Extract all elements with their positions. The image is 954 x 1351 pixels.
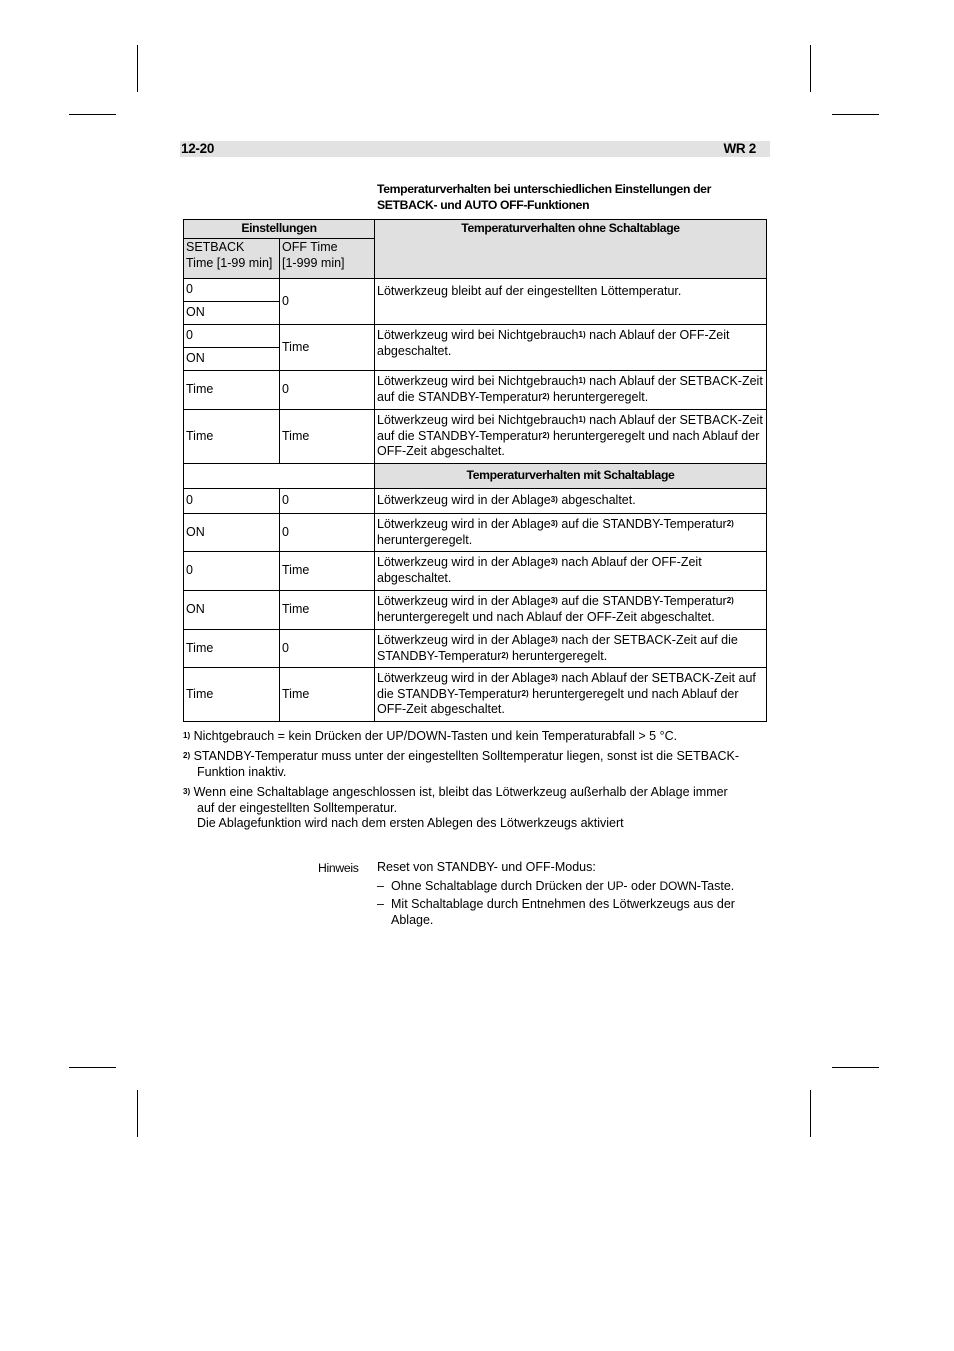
cell-description (375, 371, 767, 410)
desc-text: auf die STANDBY-Temperatur (557, 594, 727, 608)
cell-off: Time (280, 591, 375, 630)
desc-text: nach Ablauf der OFF-Zeit abgeschaltet. (377, 328, 730, 358)
footnote-ref: 3) (550, 673, 558, 682)
desc-text: Lötwerkzeug wird in der Ablage (377, 493, 551, 508)
cell-off: Time (280, 668, 375, 722)
desc-text: heruntergeregelt. (377, 532, 473, 547)
footnote-ref: 2) (501, 650, 509, 660)
cell-setback: Time (184, 410, 280, 464)
crop-mark-bottom-left-vertical (137, 1090, 138, 1137)
page-header (180, 141, 770, 157)
column-header-off-time (280, 239, 375, 279)
desc-text: auf die STANDBY-Temperatur (557, 517, 727, 531)
desc-text: Lötwerkzeug wird bei Nichtgebrauch (377, 413, 579, 427)
cell-off: Time (280, 325, 375, 371)
desc-text: Lötwerkzeug wird bei Nichtgebrauch (377, 328, 579, 342)
desc-text: Lötwerkzeug wird in der Ablage (377, 555, 551, 569)
desc-text: Lötwerkzeug wird in der Ablage (377, 594, 551, 608)
footnote-ref: 1) (578, 376, 586, 385)
footnote-ref: 1) (578, 415, 586, 424)
footnote-text: Wenn eine Schaltablage angeschlossen ist, bleibt das Lötwerkzeug außerhalb der Ablage immer (190, 785, 728, 799)
desc-text: heruntergeregelt. (549, 389, 649, 404)
footnote-ref: 2) (726, 519, 734, 528)
crop-mark-bottom-right-horizontal (832, 1067, 879, 1068)
cell-off: Time (280, 552, 375, 591)
cell-off: 0 (280, 489, 375, 514)
down-key-label: DOWN (659, 878, 697, 893)
footnote-mark: 3) (183, 787, 191, 796)
column-header-off-line-2: [1-999 min] (282, 255, 345, 270)
footnote-text: Nichtgebrauch = kein Drücken der UP/DOWN-Tasten und kein Temperaturabfall > 5 °C. (190, 729, 678, 743)
footnote-ref: 3) (550, 557, 558, 566)
footnote-ref: 1) (578, 330, 586, 339)
desc-text: Lötwerkzeug wird in der Ablage (377, 633, 551, 647)
desc-text: heruntergeregelt und nach Ablauf der OFF-Zeit abgeschaltet. (377, 686, 739, 716)
cell-description (375, 325, 767, 371)
desc-text: heruntergeregelt. (508, 648, 608, 663)
cell-off: 0 (280, 279, 375, 325)
cell-setback: ON (184, 348, 280, 371)
cell-off: 0 (280, 630, 375, 668)
footnote-text: STANDBY-Temperatur muss unter der eingestellten Solltemperatur liegen, sonst ist die SETBACK- (190, 749, 739, 763)
cell-setback: 0 (184, 489, 280, 514)
cell-setback: ON (184, 591, 280, 630)
dash-bullet: – (377, 897, 384, 911)
footnote-3 (183, 785, 773, 832)
note-text: - oder (623, 878, 660, 893)
footnote-mark: 1) (183, 731, 191, 740)
note-body (377, 860, 767, 928)
table-title-line-2: SETBACK- und AUTO OFF-Funktionen (377, 197, 590, 212)
temperature-behavior-table (183, 219, 767, 722)
crop-mark-top-left-horizontal (69, 114, 116, 115)
cell-description (375, 514, 767, 552)
cell-description: Lötwerkzeug bleibt auf der eingestellten Löttemperatur. (375, 279, 767, 325)
footnote-continuation: Funktion inaktiv. (197, 764, 287, 779)
column-header-setback (184, 239, 280, 279)
desc-text: nach Ablauf der SETBACK-Zeit auf die STANDBY-Temperatur (377, 374, 763, 404)
desc-text: nach der SETBACK-Zeit auf die STANDBY-Temperatur (377, 633, 738, 663)
note-text: Ohne Schaltablage durch Drücken der (391, 878, 608, 893)
footnote-ref: 3) (550, 495, 558, 505)
desc-text: heruntergeregelt und nach Ablauf der OFF-Zeit abgeschaltet. (377, 428, 760, 458)
desc-text: abgeschaltet. (557, 493, 636, 508)
note-intro: Reset von STANDBY- und OFF-Modus: (377, 860, 596, 874)
note-label: Hinweis (318, 861, 359, 875)
note-text: -Taste. (696, 878, 735, 893)
desc-text: Lötwerkzeug wird bei Nichtgebrauch (377, 374, 579, 388)
footnote-ref: 2) (726, 596, 734, 605)
column-header-setback-line-2: Time [1-99 min] (186, 255, 273, 270)
cell-off: Time (280, 410, 375, 464)
cell-off: 0 (280, 514, 375, 552)
header-without-holder: Temperaturverhalten ohne Schaltablage (375, 220, 767, 279)
cell-setback: ON (184, 302, 280, 325)
table-title-line-1: Temperaturverhalten bei unterschiedlichen Einstellungen der (377, 182, 712, 196)
cell-description (375, 668, 767, 722)
footnote-ref: 3) (550, 519, 558, 528)
desc-text: nach Ablauf der OFF-Zeit abgeschaltet. (377, 555, 702, 585)
footnote-ref: 2) (542, 391, 550, 401)
header-with-holder: Temperaturverhalten mit Schaltablage (375, 464, 767, 489)
crop-mark-top-left-vertical (137, 45, 138, 92)
cell-description (375, 552, 767, 591)
crop-mark-top-right-horizontal (832, 114, 879, 115)
note-item-2 (377, 897, 767, 928)
up-key-label: UP (607, 878, 624, 893)
footnote-ref: 3) (550, 596, 558, 605)
crop-mark-bottom-right-vertical (810, 1090, 811, 1137)
model-name: WR 2 (723, 141, 756, 156)
desc-text: nach Ablauf der SETBACK-Zeit auf die STANDBY-Temperatur (377, 671, 756, 701)
cell-setback: 0 (184, 279, 280, 302)
cell-description (375, 630, 767, 668)
cell-setback: Time (184, 371, 280, 410)
header-settings: Einstellungen (184, 220, 375, 239)
blank-settings-cell (184, 464, 375, 489)
table-title (377, 182, 767, 213)
cell-setback: Time (184, 668, 280, 722)
footnote-continuation: auf der eingestellten Solltemperatur. (197, 800, 398, 815)
footnote-ref: 3) (550, 635, 558, 644)
desc-text: heruntergeregelt und nach Ablauf der OFF-Zeit abgeschaltet. (377, 609, 715, 624)
footnote-ref: 2) (542, 430, 550, 440)
column-header-setback-line-1: SETBACK (186, 240, 245, 254)
dash-bullet: – (377, 878, 384, 893)
note-item-1 (377, 879, 767, 895)
footnote-continuation: Die Ablagefunktion wird nach dem ersten Ablegen des Lötwerkzeugs aktiviert (197, 816, 624, 830)
footnote-mark: 2) (183, 751, 191, 760)
cell-setback: 0 (184, 325, 280, 348)
cell-setback: 0 (184, 552, 280, 591)
desc-text: nach Ablauf der SETBACK-Zeit auf die STANDBY-Temperatur (377, 413, 763, 443)
crop-mark-top-right-vertical (810, 45, 811, 92)
column-header-off-line-1: OFF Time (282, 240, 338, 254)
cell-setback: Time (184, 630, 280, 668)
note-text: Mit Schaltablage durch Entnehmen des Lötwerkzeugs aus der Ablage. (391, 897, 735, 927)
cell-description (375, 591, 767, 630)
crop-mark-bottom-left-horizontal (69, 1067, 116, 1068)
footnote-1 (183, 729, 773, 745)
desc-text: Lötwerkzeug wird in der Ablage (377, 517, 551, 531)
cell-description (375, 489, 767, 514)
cell-setback: ON (184, 514, 280, 552)
footnote-2 (183, 749, 773, 780)
cell-off: 0 (280, 371, 375, 410)
desc-text: Lötwerkzeug wird in der Ablage (377, 671, 551, 685)
footnote-ref: 2) (521, 688, 529, 698)
cell-description (375, 410, 767, 464)
page-number: 12-20 (181, 141, 215, 156)
